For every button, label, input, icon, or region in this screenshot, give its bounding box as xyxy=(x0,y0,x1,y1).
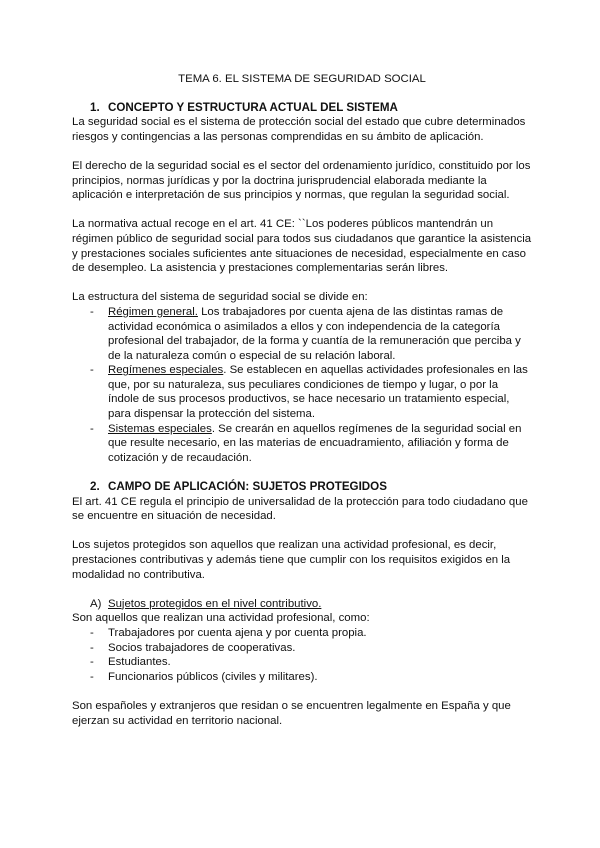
dash-bullet: - xyxy=(90,364,94,377)
subsection-a-heading xyxy=(72,597,532,612)
list-item-text: Los trabajadores por cuenta ajena de las distintas ramas de actividad económica o asimilados a ellos y con independencia de la categoría profesional del trabajador, de la forma y cuantía de la remuneración que perciba y de la naturaleza común o especial de su relación laboral. xyxy=(108,305,521,362)
list-item xyxy=(72,641,532,656)
list-item xyxy=(72,626,532,641)
list-item xyxy=(72,363,532,421)
section-1-paragraph-4: La estructura del sistema de seguridad social se divide en: xyxy=(72,291,368,304)
dash-bullet: - xyxy=(90,656,94,669)
dash-bullet: - xyxy=(90,641,94,654)
section-1-paragraph-2: El derecho de la seguridad social es el sector del ordenamiento jurídico, constituido por los principios, normas jurídicas y por la doctrina jurisprudencial elaborada mediante la aplicación e interpretación de sus principios y normas, que regulan la seguridad social. xyxy=(72,159,531,202)
structure-list xyxy=(72,305,532,466)
dash-bullet: - xyxy=(90,670,94,683)
list-item xyxy=(72,305,532,363)
document-page xyxy=(72,72,532,728)
list-item-label: Regímenes especiales xyxy=(108,364,224,377)
section-1-number: 1. xyxy=(90,100,100,114)
list-item-text: . Se crearán en aquellos regímenes de la seguridad social en que resulte necesario, en las materias de encuadramiento, afiliación y forma de cotización y de recaudación. xyxy=(108,422,522,464)
list-item-text: Socios trabajadores de cooperativas. xyxy=(108,641,296,654)
section-2-heading xyxy=(72,480,532,495)
section-2-paragraph-4: Son españoles y extranjeros que residan o se encuentren legalmente en España y que ejerzan su actividad en territorio nacional. xyxy=(72,699,511,727)
section-1-paragraph-3: La normativa actual recoge en el art. 41 CE: ``Los poderes públicos mantendrán un régimen público de seguridad social para todos sus ciudadanos que garantice la asistencia y prestaciones sociales suficientes ante situaciones de necesidad, especialmente en caso de desempleo. La asistencia y prestaciones complementarias serán libres. xyxy=(72,218,532,275)
list-item xyxy=(72,670,532,685)
subsection-letter: A) xyxy=(90,597,102,610)
dash-bullet: - xyxy=(90,626,94,639)
section-2-heading-text: CAMPO DE APLICACIÓN: SUJETOS PROTEGIDOS xyxy=(108,480,387,494)
subsection-heading-text: Sujetos protegidos en el nivel contributivo. xyxy=(108,597,322,610)
section-2-number: 2. xyxy=(90,480,100,494)
section-1-heading-text: CONCEPTO Y ESTRUCTURA ACTUAL DEL SISTEMA xyxy=(108,100,398,114)
list-item xyxy=(72,655,532,670)
section-2-paragraph-3: Son aquellos que realizan una actividad profesional, como: xyxy=(72,612,370,625)
list-item-text: Estudiantes. xyxy=(108,656,171,669)
protected-subjects-list xyxy=(72,626,532,684)
section-2-paragraph-2: Los sujetos protegidos son aquellos que realizan una actividad profesional, es decir, prestaciones contributivas y además tiene que cumplir con los requisitos exigidos en la modalidad no contributiva. xyxy=(72,539,511,581)
section-2-paragraph-1: El art. 41 CE regula el principio de universalidad de la protección para todo ciudadano que se encuentre en situación de necesidad. xyxy=(72,495,528,523)
list-item xyxy=(72,422,532,466)
list-item-text: Trabajadores por cuenta ajena y por cuenta propia. xyxy=(108,626,367,639)
list-item-text: Funcionarios públicos (civiles y militares). xyxy=(108,670,318,683)
list-item-label: Sistemas especiales xyxy=(108,422,212,435)
section-1-heading xyxy=(72,101,532,116)
list-item-label: Régimen general. xyxy=(108,305,198,318)
dash-bullet: - xyxy=(90,422,94,435)
dash-bullet: - xyxy=(90,305,94,318)
section-1-paragraph-1: La seguridad social es el sistema de protección social del estado que cubre determinados riesgos y contingencias a las personas comprendidas en su ámbito de aplicación. xyxy=(72,116,526,143)
list-item-text: . Se establecen en aquellas actividades profesionales en las que, por su naturaleza, sus peculiares condiciones de tiempo y lugar, o por la índole de sus procesos productivos, se hace necesario un tratamiento especial, para dispensar la protección del sistema. xyxy=(108,364,528,421)
document-title: TEMA 6. EL SISTEMA DE SEGURIDAD SOCIAL xyxy=(178,73,426,85)
